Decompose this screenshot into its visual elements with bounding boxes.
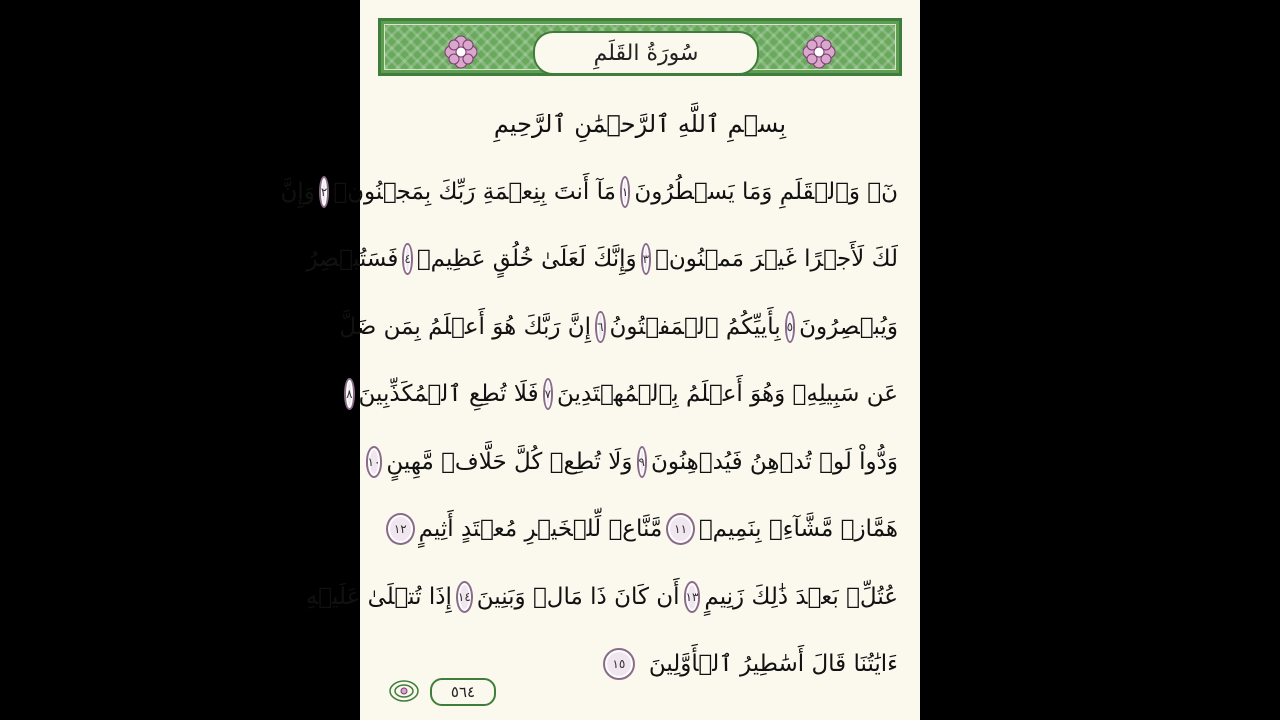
ayah-number-marker: ٥ [785, 311, 795, 343]
ayah-number-marker: ٧ [543, 378, 553, 410]
verse-text: لَكَ لَأَجۡرًا غَيۡرَ مَمۡنُونٖ [655, 246, 898, 273]
verse-line [280, 158, 898, 226]
surah-header-pattern [384, 24, 896, 70]
verse-text: وَيُبۡصِرُونَ [799, 313, 898, 340]
ayah-number-marker: ٢ [319, 176, 329, 208]
ayah-number-marker: ٤ [402, 243, 412, 275]
verse-lines [280, 158, 898, 698]
page-footer [386, 676, 492, 706]
verse-text: أَن كَانَ ذَا مَالٖ وَبَنِينَ [476, 583, 680, 610]
verse-text: عُتُلِّۭ بَعۡدَ ذَٰلِكَ زَنِيمٍ [704, 583, 898, 610]
verse-text: فَسَتُبۡصِرُ [306, 246, 399, 273]
page-number: ٥٦٤ [430, 678, 496, 706]
surah-header-frame [378, 18, 902, 76]
ayah-number-marker: ١٠ [366, 446, 383, 478]
verse-text: ءَايَٰتُنَا قَالَ أَسَٰطِيرُ ٱلۡأَوَّلِينَ [648, 651, 898, 678]
verse-text: فَلَا تُطِعِ ٱلۡمُكَذِّبِينَ [358, 381, 539, 408]
verse-line [305, 563, 898, 631]
rosette-left-icon [443, 34, 479, 70]
verse-text: بِأَييِّكُمُ ٱلۡمَفۡتُونُ [609, 313, 781, 340]
verse-text: مَآ أَنتَ بِنِعۡمَةِ رَبِّكَ بِمَجۡنُونٖ [333, 178, 616, 205]
ayah-number-marker: ١١ [666, 513, 695, 545]
ayah-number-marker: ١٢ [386, 513, 415, 545]
mushaf-page [280, 0, 920, 720]
verse-text: إِنَّ رَبَّكَ هُوَ أَعۡلَمُ بِمَن ضَلَّ [339, 313, 592, 340]
ayah-number-marker: ١٥ [603, 648, 635, 680]
ayah-number-marker: ٨ [344, 378, 354, 410]
verse-text: وَلَا تُطِعۡ كُلَّ حَلَّافٖ مَّهِينٍ [386, 448, 633, 475]
ayah-number-marker: ١ [620, 176, 630, 208]
basmala: بِسۡمِ ٱللَّهِ ٱلرَّحۡمَٰنِ ٱلرَّحِيمِ [493, 110, 787, 138]
verse-line [339, 293, 898, 361]
verse-text: وَدُّواْ لَوۡ تُدۡهِنُ فَيُدۡهِنُونَ [650, 448, 898, 475]
verse-text: عَن سَبِيلِهِۦ وَهُوَ أَعۡلَمُ بِٱلۡمُهۡتَدِينَ [557, 381, 898, 408]
verse-line [382, 496, 898, 564]
verse-text: إِذَا تُتۡلَىٰ عَلَيۡهِ [305, 583, 452, 610]
verse-text: مَّنَّاعٖ لِّلۡخَيۡرِ مُعۡتَدٍ أَثِيمٍ [418, 516, 663, 543]
verse-line [346, 361, 898, 429]
verse-line [306, 226, 898, 294]
ayah-number-marker: ٣ [641, 243, 651, 275]
footer-ornament-icon [386, 678, 422, 704]
surah-title-cartouche [533, 31, 759, 75]
ayah-number-marker: ١٣ [684, 581, 701, 613]
ayah-number-marker: ١٤ [456, 581, 473, 613]
ayah-number-marker: ٦ [595, 311, 605, 343]
verse-text: وَإِنَّكَ لَعَلَىٰ خُلُقٍ عَظِيمٖ [416, 246, 637, 273]
verse-line [367, 428, 898, 496]
rosette-right-icon [801, 34, 837, 70]
verse-text: هَمَّازٖ مَّشَّآءِۭ بِنَمِيمٖ [698, 516, 898, 543]
verse-text: نٓۚ وَٱلۡقَلَمِ وَمَا يَسۡطُرُونَ [634, 178, 898, 205]
surah-title: سُورَةُ القَلَمِ [593, 40, 699, 66]
ayah-number-marker: ٩ [637, 446, 647, 478]
verse-text: وَإِنَّ [280, 178, 315, 205]
